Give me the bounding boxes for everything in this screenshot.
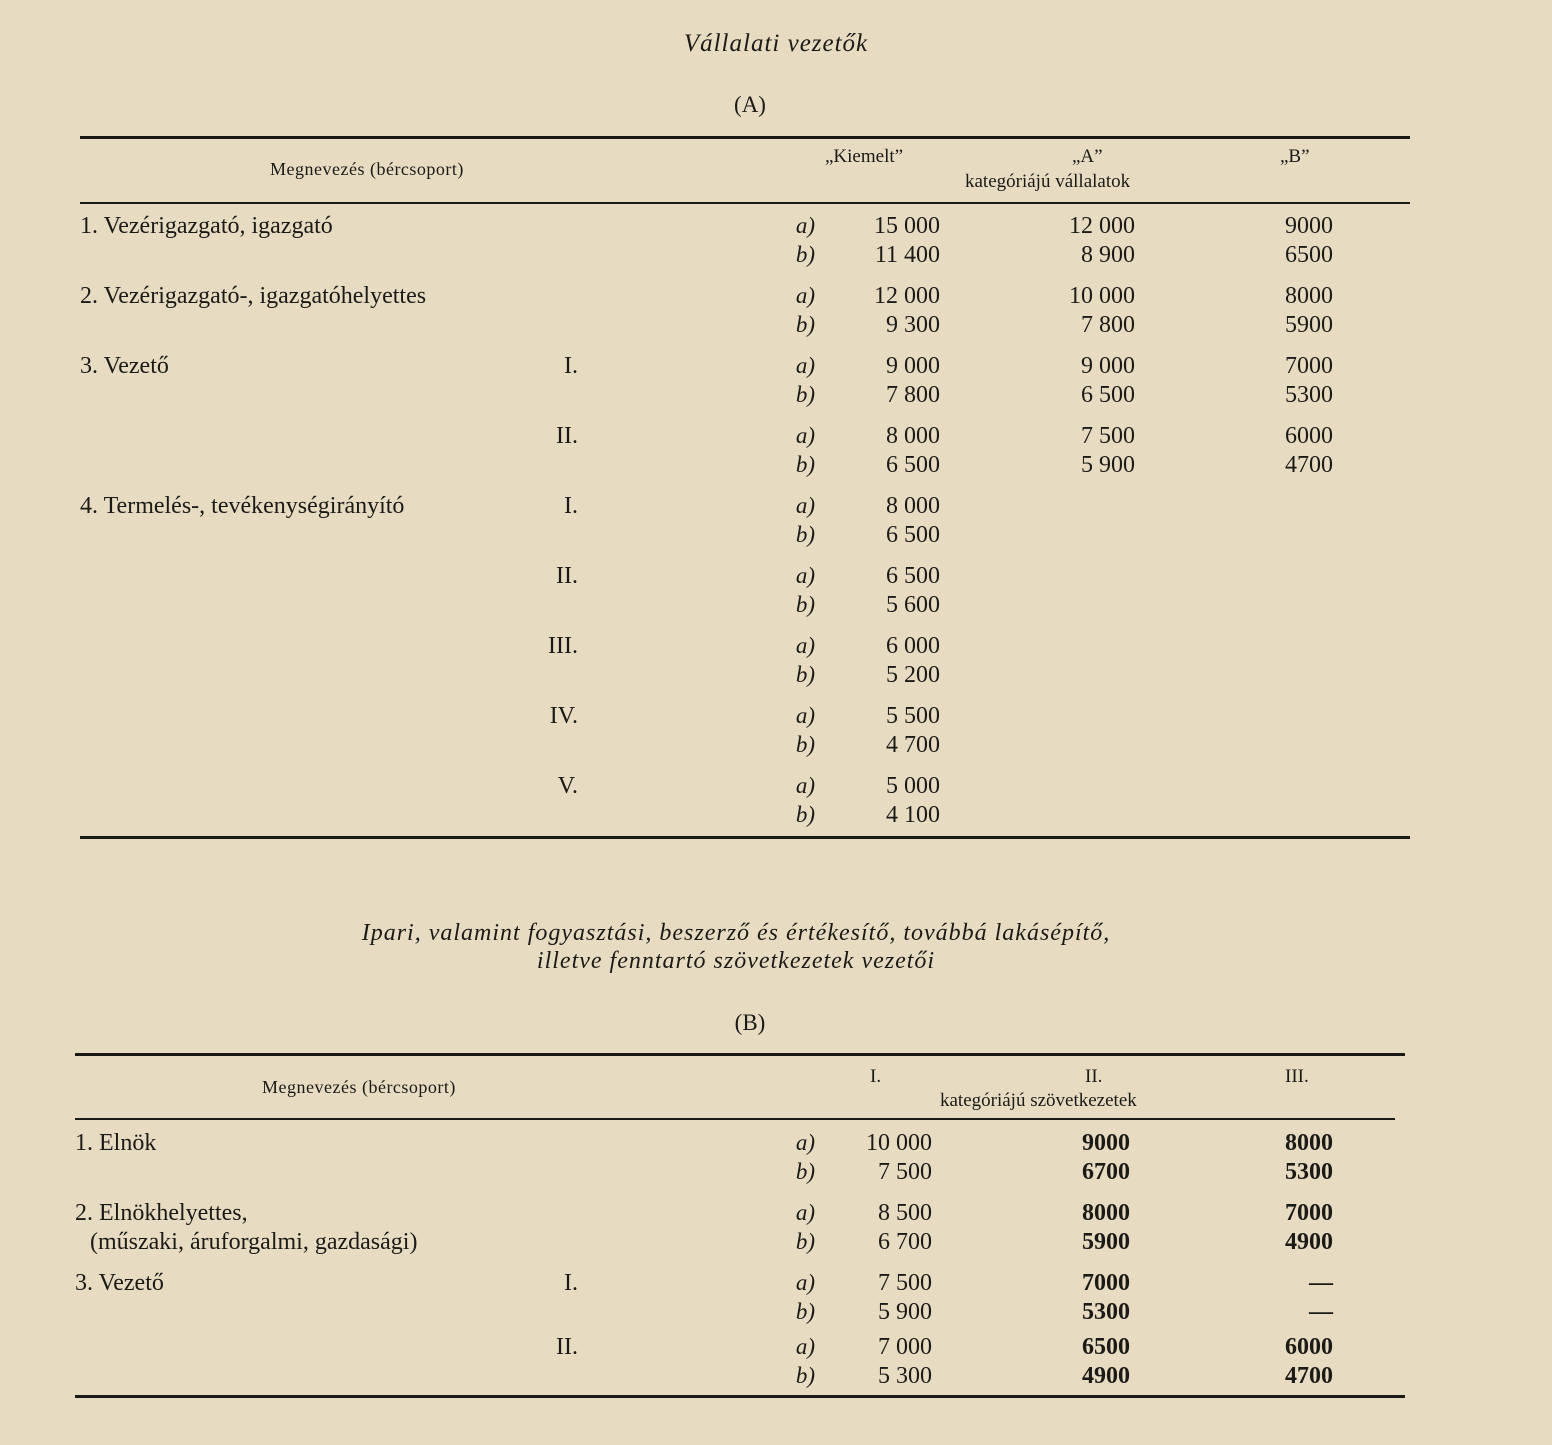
section-b-title-line1: Ipari, valamint fogyasztási, beszerző és értékesítő, továbbá lakásépítő,	[361, 920, 1111, 946]
row-marker-b: b)	[795, 802, 815, 827]
group-label: 2. Vezérigazgató-, igazgatóhelyettes	[80, 283, 427, 309]
row-marker-b: b)	[795, 242, 815, 267]
row-marker-a: a)	[795, 493, 815, 518]
cell-cat3-b: 4700	[1285, 1363, 1333, 1389]
cell-kiemelt-b: 11 400	[874, 242, 940, 268]
cell-cat3-b: —	[1309, 1299, 1333, 1325]
cell-a-category-a: 10 000	[1069, 283, 1135, 309]
cell-kiemelt-b: 7 800	[886, 382, 940, 408]
group-label: 4. Termelés-, tevékenységirányító	[80, 493, 405, 519]
cell-cat3-a: 7000	[1285, 1200, 1333, 1226]
row-marker-a: a)	[795, 1200, 815, 1225]
row-marker-a: a)	[795, 423, 815, 448]
table-b-header-category: kategóriájú szövetkezetek	[940, 1090, 1137, 1111]
table-a-header-col3: „B”	[1280, 146, 1310, 167]
table-b-top-rule	[75, 1053, 1405, 1056]
cell-cat1-b: 6 700	[878, 1229, 932, 1255]
row-marker-a: a)	[795, 283, 815, 308]
cell-a-category-b: 6 500	[1081, 382, 1135, 408]
cell-kiemelt-b: 4 100	[886, 802, 940, 828]
cell-cat2-a: 7000	[1082, 1270, 1130, 1296]
cell-b-category-a: 6000	[1285, 423, 1333, 449]
row-marker-a: a)	[795, 563, 815, 588]
cell-cat3-b: 5300	[1285, 1159, 1333, 1185]
table-a-header-col1: „Kiemelt”	[825, 146, 904, 167]
cell-cat2-b: 4900	[1082, 1363, 1130, 1389]
table-b-bottom-rule	[75, 1395, 1405, 1398]
cell-cat1-a: 10 000	[866, 1130, 932, 1156]
cell-cat2-a: 8000	[1082, 1200, 1130, 1226]
row-marker-a: a)	[795, 1270, 815, 1295]
group-label: 1. Vezérigazgató, igazgató	[80, 213, 333, 239]
cell-kiemelt-a: 6 000	[886, 633, 940, 659]
cell-kiemelt-b: 6 500	[886, 452, 940, 478]
cell-kiemelt-b: 9 300	[886, 312, 940, 338]
cell-a-category-b: 5 900	[1081, 452, 1135, 478]
cell-b-category-b: 5300	[1285, 382, 1333, 408]
cell-kiemelt-a: 5 500	[886, 703, 940, 729]
cell-cat2-b: 6700	[1082, 1159, 1130, 1185]
group-label: 1. Elnök	[75, 1130, 157, 1156]
section-a-title: Vállalati vezetők	[683, 30, 869, 57]
bercsoport-roman: II.	[556, 423, 578, 449]
cell-b-category-b: 6500	[1285, 242, 1333, 268]
table-b-header-col2: II.	[1085, 1066, 1103, 1087]
cell-kiemelt-a: 9 000	[886, 353, 940, 379]
row-marker-a: a)	[795, 1334, 815, 1359]
cell-kiemelt-a: 15 000	[874, 213, 940, 239]
cell-cat3-a: —	[1309, 1270, 1333, 1296]
cell-b-category-a: 9000	[1285, 213, 1333, 239]
row-marker-b: b)	[795, 1363, 815, 1388]
cell-a-category-b: 7 800	[1081, 312, 1135, 338]
bercsoport-roman: IV.	[549, 703, 578, 729]
cell-kiemelt-b: 4 700	[886, 732, 940, 758]
cell-cat1-a: 7 500	[878, 1270, 932, 1296]
cell-a-category-a: 9 000	[1081, 353, 1135, 379]
cell-b-category-a: 7000	[1285, 353, 1333, 379]
bercsoport-roman: II.	[556, 563, 578, 589]
bercsoport-roman: II.	[556, 1334, 578, 1360]
table-b-header-col1: I.	[870, 1066, 882, 1087]
row-marker-b: b)	[795, 732, 815, 757]
cell-b-category-a: 8000	[1285, 283, 1333, 309]
section-b-title-line2: illetve fenntartó szövetkezetek vezetői	[536, 948, 936, 974]
bercsoport-roman: I.	[564, 353, 578, 379]
cell-cat1-b: 7 500	[878, 1159, 932, 1185]
cell-kiemelt-a: 5 000	[886, 773, 940, 799]
bercsoport-roman: I.	[564, 1270, 578, 1296]
row-marker-a: a)	[795, 1130, 815, 1155]
row-marker-b: b)	[795, 1229, 815, 1254]
cell-cat2-b: 5900	[1082, 1229, 1130, 1255]
row-marker-b: b)	[795, 662, 815, 687]
cell-a-category-a: 12 000	[1069, 213, 1135, 239]
cell-cat2-a: 9000	[1082, 1130, 1130, 1156]
bercsoport-roman: V.	[557, 773, 578, 799]
row-marker-b: b)	[795, 382, 815, 407]
cell-cat3-a: 6000	[1285, 1334, 1333, 1360]
row-marker-b: b)	[795, 1299, 815, 1324]
cell-b-category-b: 4700	[1285, 452, 1333, 478]
cell-cat1-a: 7 000	[878, 1334, 932, 1360]
cell-cat1-b: 5 300	[878, 1363, 932, 1389]
group-label: 2. Elnökhelyettes,	[75, 1200, 248, 1226]
row-marker-b: b)	[795, 522, 815, 547]
table-b-header-name: Megnevezés (bércsoport)	[262, 1077, 456, 1097]
row-marker-b: b)	[795, 452, 815, 477]
cell-kiemelt-a: 6 500	[886, 563, 940, 589]
row-marker-a: a)	[795, 633, 815, 658]
table-a-header-category: kategóriájú vállalatok	[965, 171, 1131, 192]
table-a-bottom-rule	[80, 836, 1410, 839]
row-marker-a: a)	[795, 213, 815, 238]
table-a-header-col2: „A”	[1072, 146, 1103, 167]
cell-cat2-a: 6500	[1082, 1334, 1130, 1360]
row-marker-b: b)	[795, 1159, 815, 1184]
cell-cat3-b: 4900	[1285, 1229, 1333, 1255]
bercsoport-roman: I.	[564, 493, 578, 519]
cell-kiemelt-a: 8 000	[886, 493, 940, 519]
cell-kiemelt-b: 6 500	[886, 522, 940, 548]
cell-cat3-a: 8000	[1285, 1130, 1333, 1156]
row-marker-a: a)	[795, 773, 815, 798]
table-b-header-rule	[75, 1118, 1395, 1120]
table-a-header-name: Megnevezés (bércsoport)	[270, 159, 464, 179]
row-marker-a: a)	[795, 353, 815, 378]
cell-cat1-a: 8 500	[878, 1200, 932, 1226]
cell-a-category-b: 8 900	[1081, 242, 1135, 268]
group-label: 3. Vezető	[75, 1270, 164, 1296]
cell-kiemelt-a: 8 000	[886, 423, 940, 449]
table-a-top-rule	[80, 136, 1410, 139]
table-a-header-rule	[80, 202, 1410, 204]
table-b-header-col3: III.	[1285, 1066, 1309, 1087]
cell-cat1-b: 5 900	[878, 1299, 932, 1325]
cell-a-category-a: 7 500	[1081, 423, 1135, 449]
group-label-detail: (műszaki, áruforgalmi, gazdasági)	[90, 1229, 418, 1255]
row-marker-b: b)	[795, 312, 815, 337]
cell-b-category-b: 5900	[1285, 312, 1333, 338]
cell-cat2-b: 5300	[1082, 1299, 1130, 1325]
row-marker-b: b)	[795, 592, 815, 617]
cell-kiemelt-a: 12 000	[874, 283, 940, 309]
group-label: 3. Vezető	[80, 353, 169, 379]
cell-kiemelt-b: 5 200	[886, 662, 940, 688]
section-a-label: (A)	[734, 92, 766, 117]
row-marker-a: a)	[795, 703, 815, 728]
bercsoport-roman: III.	[548, 633, 578, 659]
section-b-label: (B)	[734, 1010, 766, 1035]
cell-kiemelt-b: 5 600	[886, 592, 940, 618]
